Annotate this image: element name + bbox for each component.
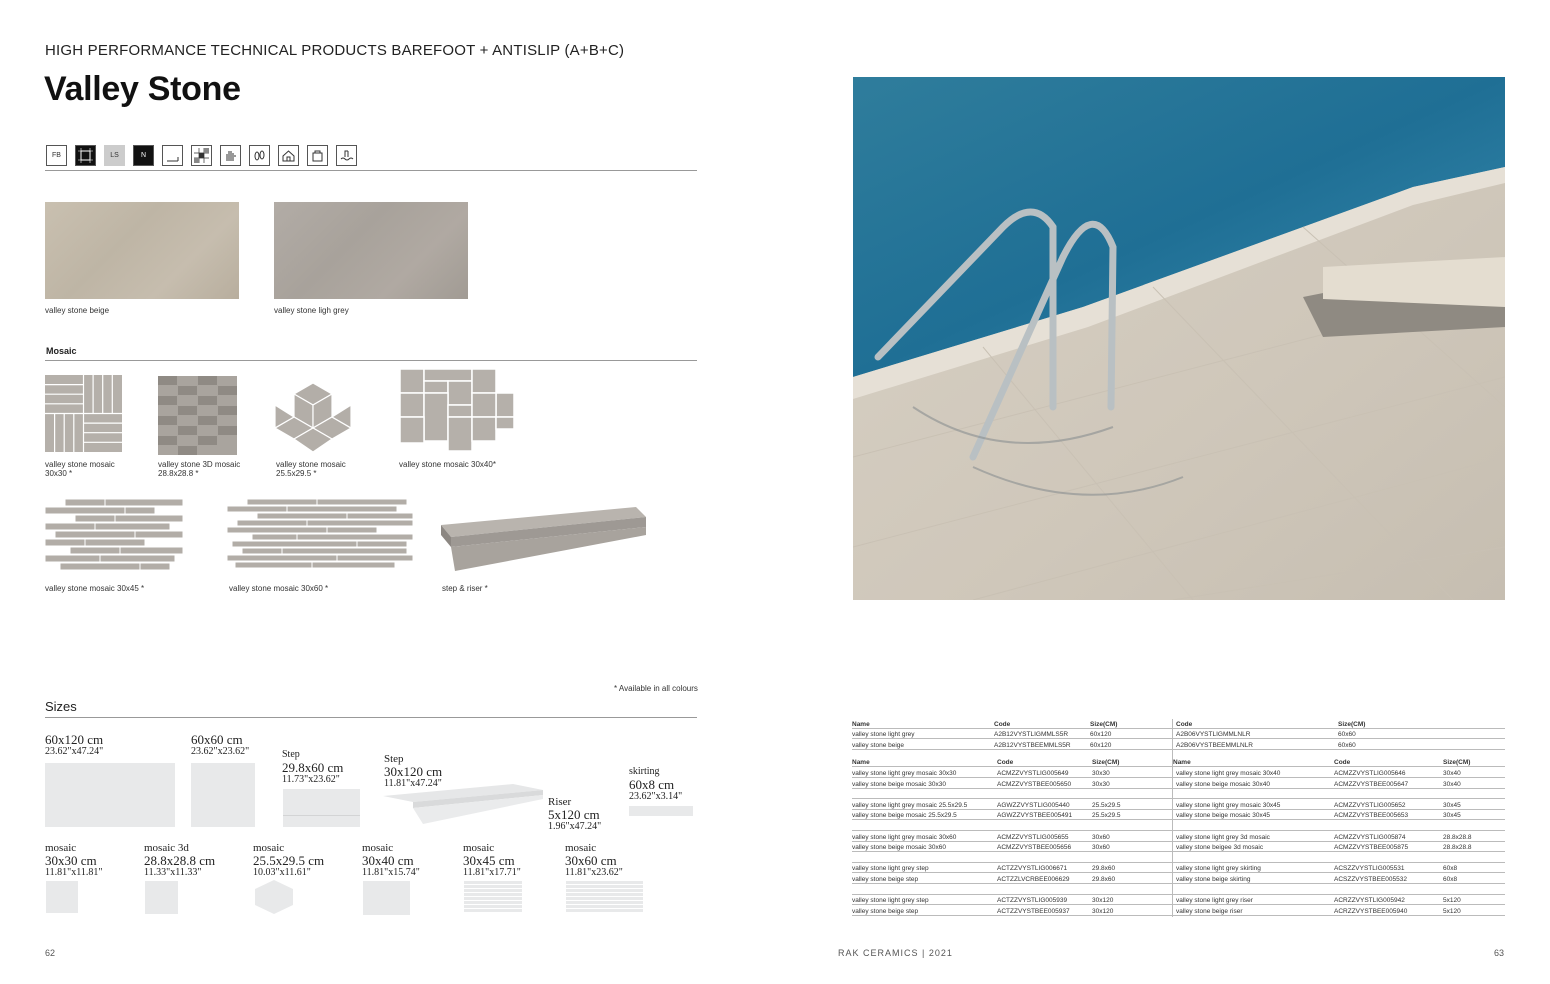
table-header-1: Name Code Size(CM) Code Size(CM) (852, 719, 1505, 729)
table-row: valley stone beige step ACTZZLVCRBEE006629 29.8x60 valley stone beige skirting ACSZZVYSTBEE005532 60x8 (852, 874, 1505, 884)
size-mosaic-30x40-shape (363, 881, 410, 915)
size-mosaic-25-shape (255, 880, 293, 914)
size-step-29: Step 29.8x60 cm 11.73"x23.62" (282, 749, 344, 785)
product-table (852, 719, 1505, 919)
page-number-left: 62 (45, 948, 56, 958)
barefoot-icon (249, 145, 270, 166)
mosaic-heading: Mosaic (46, 346, 77, 356)
fb-icon: FB (46, 145, 67, 166)
page-title: Valley Stone (44, 70, 241, 108)
table-row (852, 885, 1505, 895)
size-mosaic-3d: mosaic 3d 28.8x28.8 cm 11.33"x11.33" (144, 842, 216, 878)
mosaic-30x45-caption: valley stone mosaic 30x45 * (45, 584, 145, 593)
ls-icon: LS (104, 145, 125, 166)
size-mosaic-30x30: mosaic 30x30 cm 11.81"x11.81" (45, 842, 103, 878)
table-row: valley stone light grey step ACTZZVYSTLIG006671 29.8x60 valley stone light grey skirting ACSZZVYSTLIG005531 60x8 (852, 863, 1505, 873)
size-mosaic-30x60: mosaic 30x60 cm 11.81"x23.62" (565, 842, 623, 878)
mosaic-hexagon-caption: valley stone mosaic 25.5x29.5 * (276, 460, 346, 478)
mosaic-30x30-image (45, 375, 122, 452)
mosaic-hexagon-image (275, 383, 351, 452)
size-60x60-shape (191, 763, 255, 827)
table-row: valley stone light grey mosaic 30x60 ACMZZVYSTLIG005655 30x60 valley stone light grey 3d mosaic ACMZZVYSTLIG005874 28.8x28.8 (852, 832, 1505, 842)
sizes-rule (45, 717, 697, 718)
swatch-beige (45, 202, 239, 299)
mosaic-30x45-image (45, 499, 183, 575)
brand-footer: RAK CERAMICS | 2021 (838, 948, 953, 958)
swatch-light-grey (274, 202, 468, 299)
table-row: valley stone beige mosaic 30x60 ACMZZVYSTBEE005656 30x60 valley stone beigee 3d mosaic ACMZZVYSTBEE005875 28.8x28.8 (852, 842, 1505, 852)
table-row: valley stone light grey A2B12VYSTLIGMMLS5R 60x120 A2B06VYSTLIGMMLNLR 60x60 (852, 729, 1505, 739)
mosaic-30x60-image (227, 499, 413, 575)
size-skirting-shape (629, 806, 693, 816)
mosaic-icon (191, 145, 212, 166)
table-row: valley stone beige step ACTZZVYSTBEE005937 30x120 valley stone beige riser ACRZZVYSTBEE005940 5x120 (852, 906, 1505, 916)
table-row: valley stone beige A2B12VYSTBEEMMLS5R 60x120 A2B06VYSTBEEMMLNLR 60x60 (852, 740, 1505, 750)
swatch-beige-caption: valley stone beige (45, 306, 110, 315)
size-60x120: 60x120 cm 23.62"x47.24" (45, 732, 104, 757)
sizes-heading: Sizes (45, 699, 77, 714)
table-row: valley stone light grey mosaic 30x30 ACMZZVYSTLIG005649 30x30 valley stone light grey mosaic 30x40 ACMZZVYSTLIG005646 30x40 (852, 768, 1505, 778)
mosaic-30x40-caption: valley stone mosaic 30x40* (399, 460, 496, 469)
mosaic-3d-caption: valley stone 3D mosaic 28.8x28.8 * (158, 460, 241, 478)
table-row: valley stone light grey step ACTZZVYSTLIG005939 30x120 valley stone light grey riser ACRZZVYSTLIG005942 5x120 (852, 895, 1505, 905)
pool-icon (336, 145, 357, 166)
mosaic-30x30-caption: valley stone mosaic 30x30 * (45, 460, 115, 478)
page-number-right: 63 (1494, 948, 1505, 958)
size-mosaic-30x45-shape (464, 881, 522, 913)
house-icon (278, 145, 299, 166)
mosaic-rule (45, 360, 697, 361)
size-60x120-shape (45, 763, 175, 827)
feature-icons (46, 145, 357, 166)
thickness-icon (162, 145, 183, 166)
availability-note: * Available in all colours (614, 684, 698, 693)
size-step-30-shape (383, 784, 543, 826)
size-60x60: 60x60 cm 23.62"x23.62" (191, 732, 250, 757)
n-icon: N (133, 145, 154, 166)
table-row: valley stone beige mosaic 25.5x29.5 AGWZZVYSTBEE005491 25.5x29.5 valley stone beige mosaic 30x45 ACMZZVYSTBEE005653 30x45 (852, 810, 1505, 820)
swatch-light-grey-caption: valley stone ligh grey (274, 306, 349, 315)
mosaic-3d-image (158, 376, 237, 455)
bag-icon (307, 145, 328, 166)
size-mosaic-30x40: mosaic 30x40 cm 11.81"x15.74" (362, 842, 420, 878)
size-riser: Riser 5x120 cm 1.96"x47.24" (548, 796, 602, 832)
table-row (852, 853, 1505, 863)
header-rule (45, 170, 697, 171)
size-mosaic-3d-shape (145, 881, 178, 914)
pool-photo (853, 77, 1505, 600)
table-row (852, 821, 1505, 831)
size-mosaic-30x60-shape (566, 881, 643, 913)
product-category: HIGH PERFORMANCE TECHNICAL PRODUCTS BAREFOOT + ANTISLIP (A+B+C) (45, 42, 625, 59)
size-mosaic-25: mosaic 25.5x29.5 cm 10.03"x11.61" (253, 842, 325, 878)
table-row (852, 789, 1505, 799)
step-riser-image (441, 505, 646, 573)
step-riser-caption: step & riser * (442, 584, 488, 593)
size-step-29-shape (283, 789, 360, 827)
mosaic-30x40-image (400, 369, 514, 451)
size-skirting: skirting 60x8 cm 23.62"x3.14" (629, 766, 683, 802)
rectified-icon (75, 145, 96, 166)
size-mosaic-30x45: mosaic 30x45 cm 11.81"x17.71" (463, 842, 521, 878)
size-mosaic-30x30-shape (46, 881, 78, 913)
table-header-2: Name Code Size(CM) Name Code Size(CM) (852, 757, 1505, 767)
size-step-30: Step 30x120 cm 11.81"x47.24" (384, 753, 443, 789)
table-row: valley stone light grey mosaic 25.5x29.5 AGWZZVYSTLIG005440 25.5x29.5 valley stone light grey mosaic 30x45 ACMZZVYSTLIG005652 30x45 (852, 800, 1505, 810)
table-divider (1172, 719, 1173, 917)
mosaic-30x60-caption: valley stone mosaic 30x60 * (229, 584, 329, 593)
table-row: valley stone beige mosaic 30x30 ACMZZVYSTBEE005650 30x30 valley stone beige mosaic 30x40 ACMZZVYSTBEE005647 30x40 (852, 779, 1505, 789)
hand-icon (220, 145, 241, 166)
